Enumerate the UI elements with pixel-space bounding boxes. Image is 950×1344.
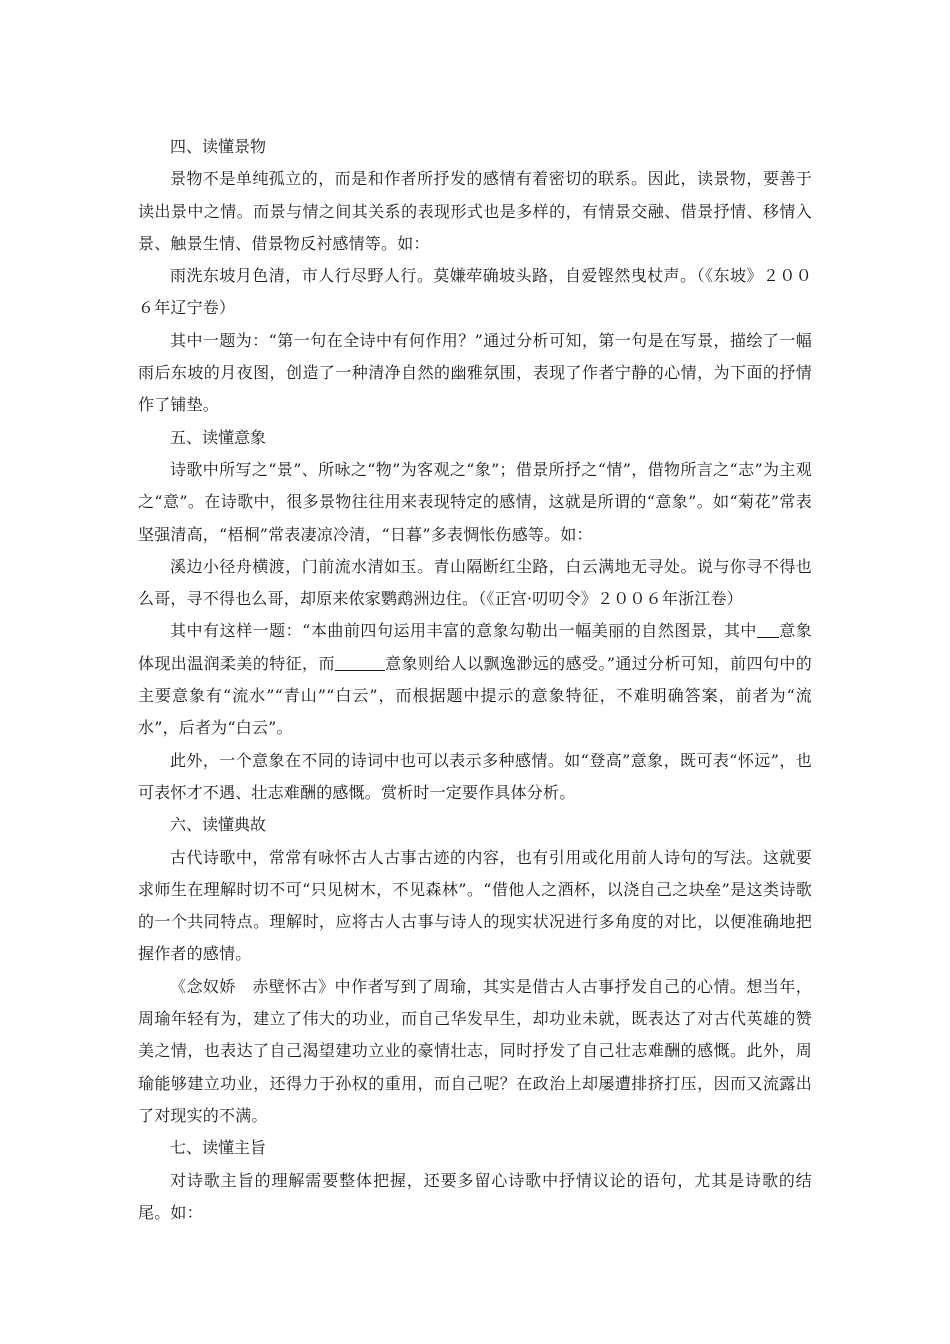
section-heading-imagery: 五、读懂意象	[170, 427, 267, 447]
section-heading-allusion: 六、读懂典故	[170, 815, 267, 835]
poem-quote: 溪边小径舟横渡，门前流水清如玉。青山隔断红尘路，白云满地无寻处。说与你寻不得也么哥，寻不得也么哥，却原来侬家鹦鹉洲边住。（《正宫·叨叨令》２００６年浙江卷）	[138, 556, 812, 609]
paragraph: 《念奴娇 赤壁怀古》中作者写到了周瑜，其实是借古人古事抒发自己的心情。想当年，周瑜年轻有为，建立了伟大的功业，而自己华发早生，却功业未就，既表达了对古代英雄的赞美之情，也表达了自己渴望建功立业的豪情壮志，同时抒发了自己壮志难酬的感慨。此外，周瑜能够建立功业，还得力于孙权的重用，而自己呢？在政治上却屡遭排挤打压，因而又流露出了对现实的不满。	[138, 976, 812, 1125]
question-text-2: 意象体现出温润柔美的特征，而	[138, 621, 812, 673]
paragraph: 景物不是单纯孤立的，而是和作者所抒发的感情有着密切的联系。因此，读景物，要善于读出景中之情。而景与情之间其关系的表现形式也是多样的，有情景交融、借景抒情、移情入景、触景生情、借景物反衬感情等。如：	[138, 169, 812, 253]
document-page	[138, 131, 812, 1229]
paragraph: 古代诗歌中，常常有咏怀古人古事古迹的内容，也有引用或化用前人诗句的写法。这就要求师生在理解时切不可“只见树木，不见森林”。“借他人之酒杯，以浇自己之块垒”是这类诗歌的一个共同特点。理解时，应将古人古事与诗人的现实状况进行多角度的对比，以便准确地把握作者的感情。	[138, 847, 812, 964]
poem-quote: 雨洗东坡月色清，市人行尽野人行。莫嫌荦确坡头路，自爱铿然曳杖声。（《东坡》２００６年辽宁卷）	[138, 266, 812, 318]
question-paragraph	[138, 615, 812, 744]
section-heading-scenery: 四、读懂景物	[170, 137, 267, 156]
fill-blank-1	[757, 621, 779, 638]
paragraph: 此外，一个意象在不同的诗词中也可以表示多种感情。如“登高”意象，既可表“怀远”，也可表怀才不遇、壮志难酬的感慨。赏析时一定要作具体分析。	[138, 750, 812, 802]
section-heading-theme: 七、读懂主旨	[170, 1138, 267, 1158]
fill-blank-2	[335, 654, 385, 671]
paragraph: 诗歌中所写之“景”、所咏之“物”为客观之“象”；借景所抒之“情”，借物所言之“志”为主观之“意”。在诗歌中，很多景物往往用来表现特定的感情，这就是所谓的“意象”。如“菊花”常表坚强清高，“梧桐”常表凄凉冷清，“日暮”多表惆怅伤感等。如：	[138, 459, 812, 544]
question-text-1: 其中有这样一题：“本曲前四句运用丰富的意象勾勒出一幅美丽的自然图景，其中	[170, 621, 757, 641]
question-text-3: 意象则给人以飘逸渺远的感受。”通过分析可知，前四句中的主要意象有“流水”“青山”“白云”，而根据题中提示的意象特征，不难明确答案，前者为“流水”，后者为“白云”。	[138, 653, 812, 738]
paragraph: 其中一题为：“第一句在全诗中有何作用？”通过分析可知，第一句是在写景，描绘了一幅雨后东坡的月夜图，创造了一种清净自然的幽雅氛围，表现了作者宁静的心情，为下面的抒情作了铺垫。	[138, 330, 812, 415]
paragraph: 对诗歌主旨的理解需要整体把握，还要多留心诗歌中抒情议论的语句，尤其是诗歌的结尾。如：	[138, 1170, 812, 1222]
